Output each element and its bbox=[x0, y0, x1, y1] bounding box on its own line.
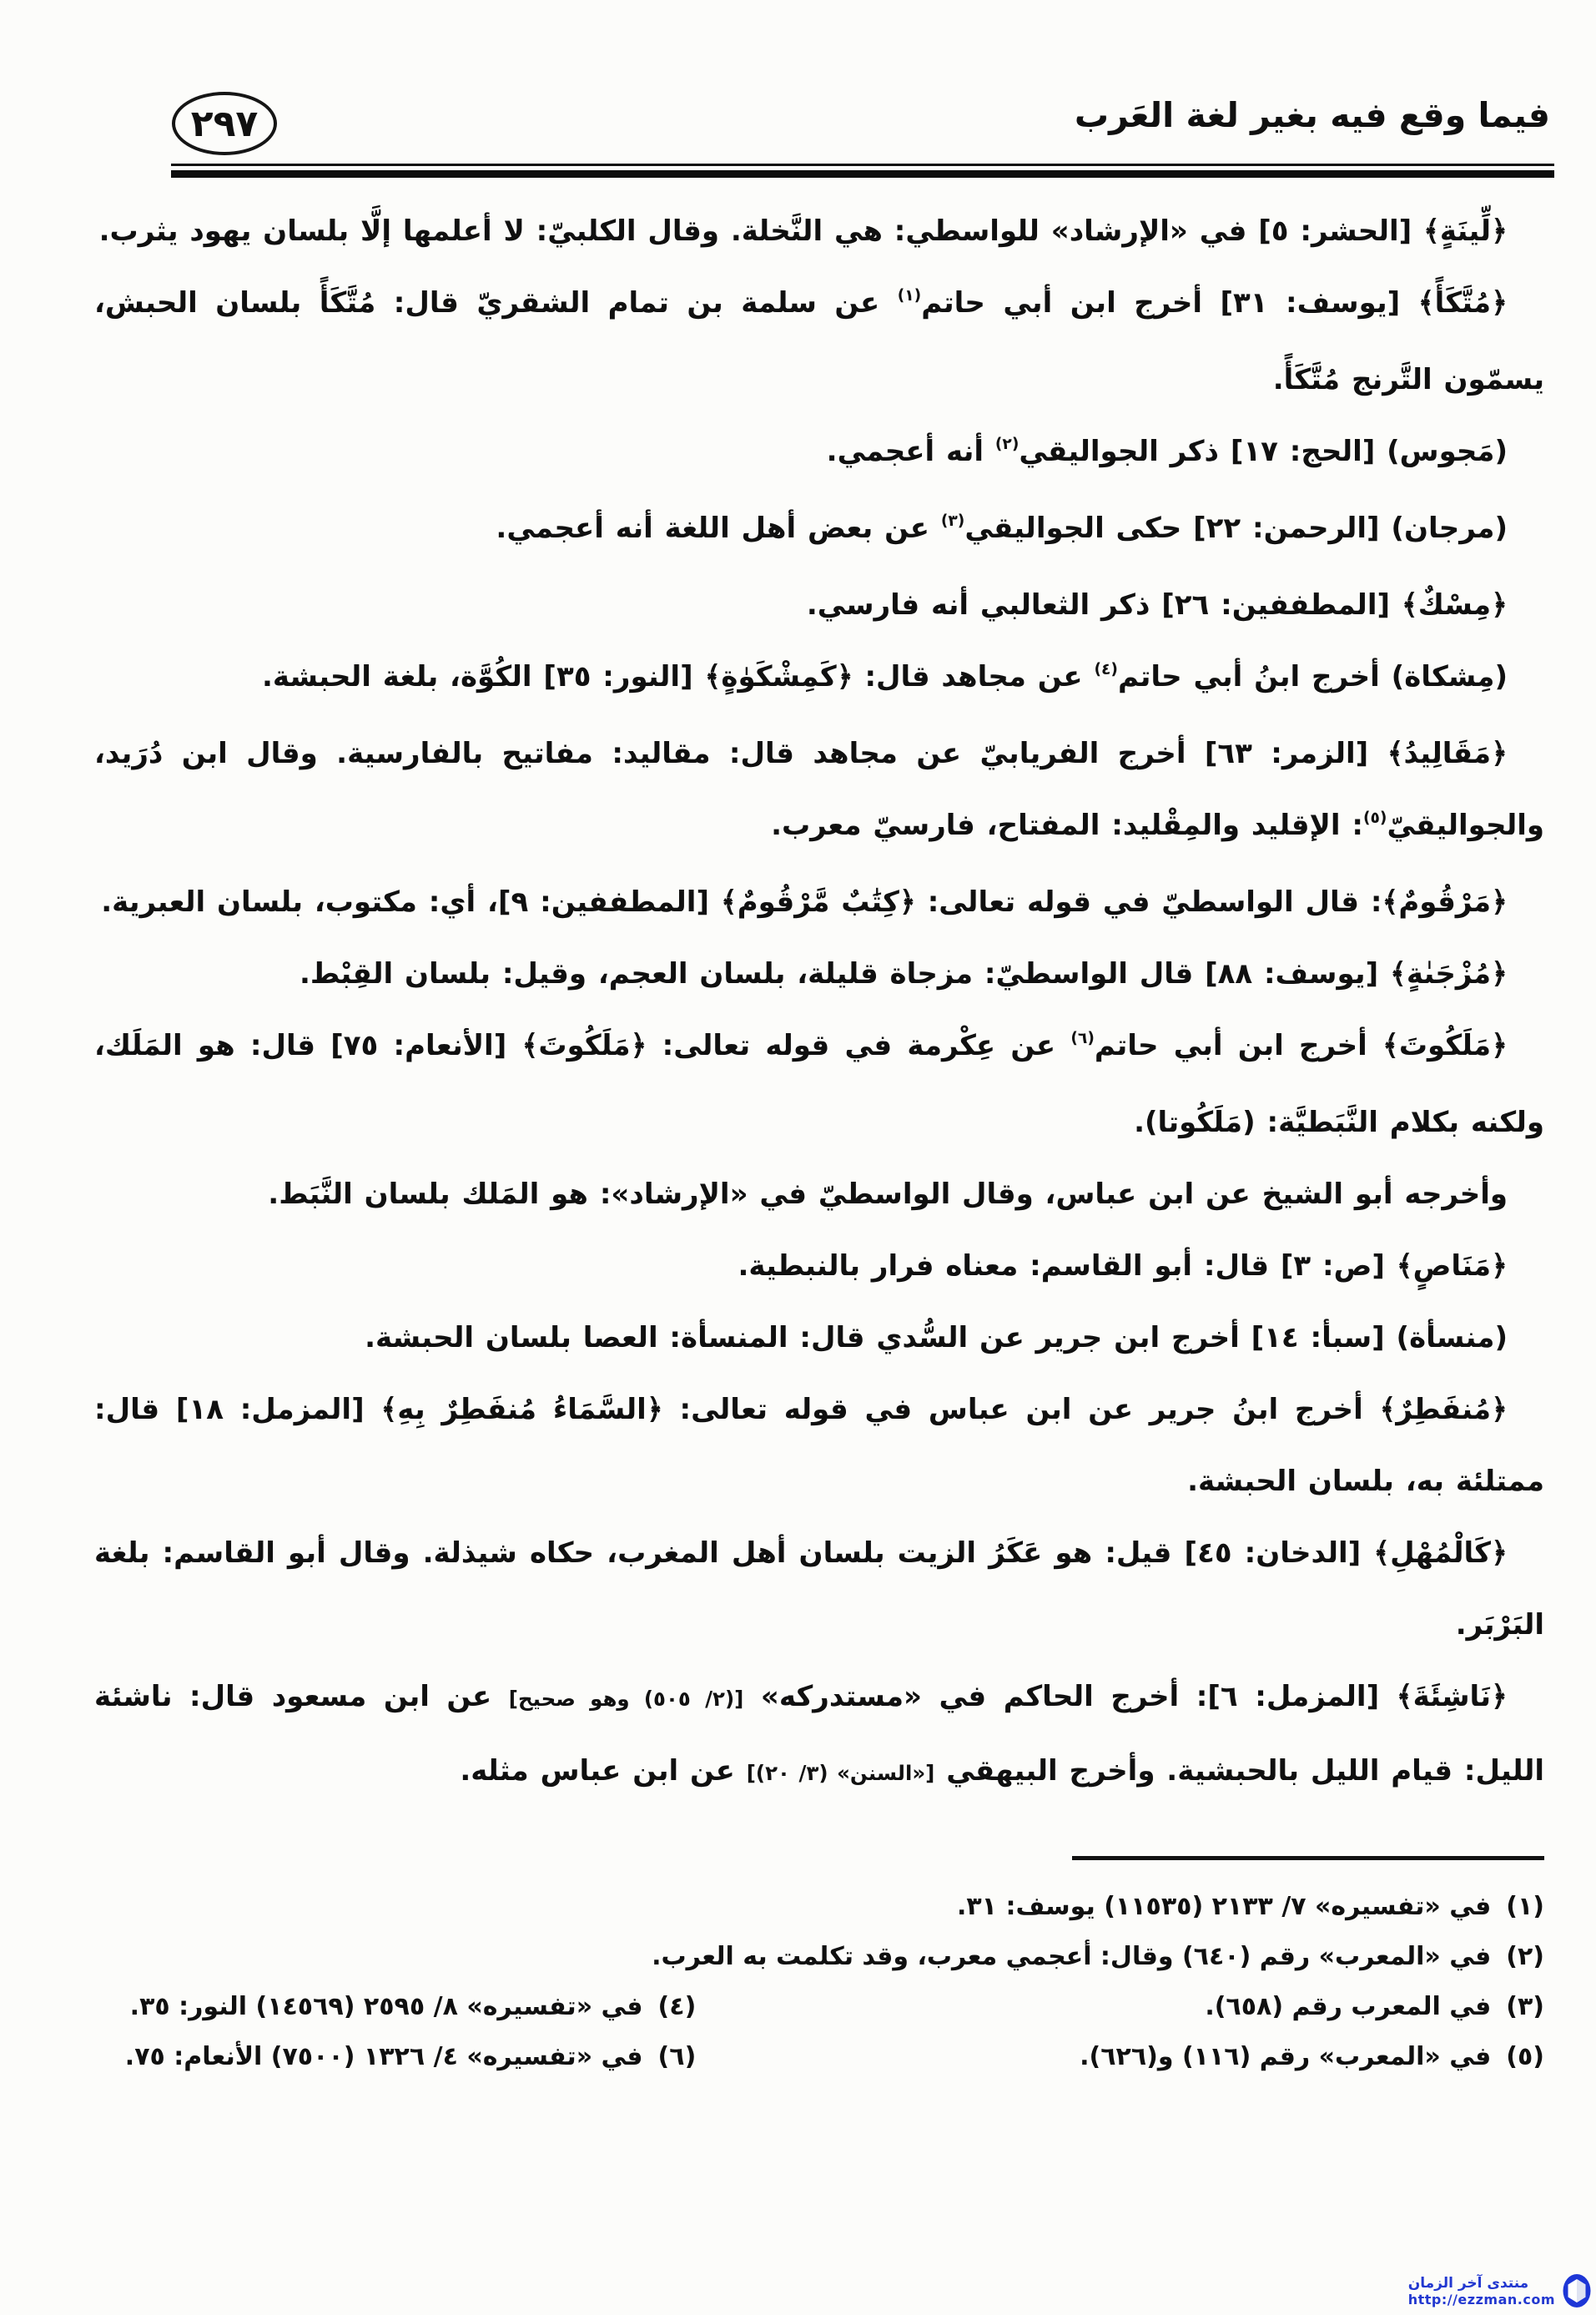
footnote-text: في المعرب رقم (٦٥٨). bbox=[1205, 1992, 1492, 2021]
text-run: أنه أعجمي. bbox=[826, 435, 995, 468]
footnote-text: في «تفسيره» ٤/ ١٣٢٦ (٧٥٠٠) الأنعام: ٧٥. bbox=[124, 2042, 643, 2071]
footnote bbox=[696, 1982, 1544, 2032]
footnote-marker: (٥) bbox=[1506, 2042, 1544, 2071]
page-content bbox=[94, 195, 1544, 2082]
footnote bbox=[94, 2032, 696, 2082]
paragraph bbox=[94, 866, 1544, 938]
paragraph bbox=[94, 267, 1544, 416]
text-run: ﴿مُنفَطِرٌ﴾ أخرج ابنُ جرير عن ابن عباس في قوله تعالى: ﴿السَّمَاءُ مُنفَطِرٌ بِهِ﴾ [المزمل: ١٨] قال: ممتلئة به، بلسان الحبشة. bbox=[94, 1393, 1544, 1498]
paragraph bbox=[94, 416, 1544, 492]
footnote bbox=[94, 1932, 1544, 1982]
footnote-ref: (١) bbox=[897, 286, 922, 305]
footnote-ref: (٣) bbox=[940, 512, 965, 530]
text-run: ﴿مَقَالِيدُ﴾ [الزمر: ٦٣] أخرج الفريابيّ عن مجاهد قال: مقاليد: مفاتيح بالفارسية. وقال ابن دُرَيد، والجواليقيّ bbox=[94, 737, 1544, 842]
body-text bbox=[94, 195, 1544, 1809]
watermark bbox=[1408, 2273, 1592, 2308]
text-run: عن عِكْرمة في قوله تعالى: ﴿مَلَكُوتَ﴾ [الأنعام: ٧٥] قال: هو المَلَك، ولكنه بكلام النَّبَطيَّة: (مَلَكُوتا). bbox=[94, 1029, 1544, 1139]
chapter-title: فيما وقع فيه بغير لغة العَرب bbox=[1074, 95, 1550, 135]
paragraph bbox=[94, 1517, 1544, 1661]
footnote-text: في «المعرب» رقم (١١٦) و(٦٢٦). bbox=[1080, 2042, 1492, 2071]
footnote-ref: (٦) bbox=[1070, 1029, 1095, 1047]
text-run: (مرجان) [الرحمن: ٢٢] حكى الجواليقي bbox=[964, 512, 1508, 545]
text-run: : الإقليد والمِقْليد: المفتاح، فارسيّ معرب. bbox=[771, 809, 1363, 842]
inline-citation: [«السنن» (٣/ ٢٠)] bbox=[746, 1761, 935, 1785]
text-run: ﴿كَالْمُهْلِ﴾ [الدخان: ٤٥] قيل: هو عَكَرُ الزيت بلسان أهل المغرب، حكاه شيذلة. وقال أبو القاسم: بلغة البَرْبَر. bbox=[94, 1536, 1544, 1642]
text-run: وأخرجه أبو الشيخ عن ابن عباس، وقال الواسطيّ في «الإرشاد»: هو المَلك بلسان النَّبَط. bbox=[268, 1178, 1508, 1211]
footnote-marker: (٦) bbox=[657, 2042, 697, 2071]
header-divider bbox=[171, 164, 1554, 178]
paragraph bbox=[94, 195, 1544, 267]
page-number-badge bbox=[172, 92, 277, 155]
footnote bbox=[94, 1882, 1544, 1932]
text-run: ﴿مُزْجَىٰةٍ﴾ [يوسف: ٨٨] قال الواسطيّ: مزجاة قليلة، بلسان العجم، وقيل: بلسان القِبْط. bbox=[300, 957, 1508, 991]
text-run: (منسأة) [سبأ: ١٤] أخرج ابن جرير عن السُّدي قال: المنسأة: العصا بلسان الحبشة. bbox=[365, 1321, 1508, 1354]
footnote-row bbox=[94, 1982, 1544, 2032]
watermark-site-name: منتدى آخر الزمان bbox=[1407, 2274, 1529, 2292]
paragraph bbox=[94, 1158, 1544, 1230]
footnote-ref: (٤) bbox=[1094, 660, 1118, 678]
footnotes-section bbox=[94, 1856, 1544, 2082]
text-run: عن ابن مسعود قال: ناشئة الليل: قيام الليل بالحبشية. وأخرج البيهقي bbox=[94, 1680, 1544, 1788]
paragraph bbox=[94, 641, 1544, 718]
text-run: عن ابن عباس مثله. bbox=[460, 1754, 747, 1788]
text-run: عن سلمة بن تمام الشقريّ قال: مُتَّكَأً بلسان الحبش، يسمّون التَّرنج مُتَّكَأً. bbox=[94, 286, 1544, 396]
paragraph bbox=[94, 1661, 1544, 1809]
text-run: عن بعض أهل اللغة أنه أعجمي. bbox=[496, 512, 941, 545]
text-run: عن مجاهد قال: ﴿كَمِشْكَوٰةٍ﴾ [النور: ٣٥] الكُوَّة، بلغة الحبشة. bbox=[261, 660, 1095, 693]
footnotes-list bbox=[94, 1882, 1544, 2082]
footnote-ref: (٥) bbox=[1362, 809, 1387, 827]
text-run: ﴿مَرْقُومٌ﴾: قال الواسطيّ في قوله تعالى: ﴿كِتَٰبٌ مَّرْقُومٌ﴾ [المطففين: ٩]، أي: مكتوب، بلسان العبرية. bbox=[101, 885, 1508, 919]
footnote-ref: (٢) bbox=[994, 435, 1020, 453]
paragraph bbox=[94, 1302, 1544, 1374]
footnote-row bbox=[94, 1882, 1544, 1932]
paragraph bbox=[94, 718, 1544, 866]
footnote-text: في «المعرب» رقم (٦٤٠) وقال: أعجمي معرب، وقد تكلمت به العرب. bbox=[652, 1942, 1492, 1971]
text-run: ﴿مَلَكُوتَ﴾ أخرج ابن أبي حاتم bbox=[1094, 1029, 1508, 1062]
paragraph bbox=[94, 1010, 1544, 1158]
footnote-row bbox=[94, 2032, 1544, 2082]
forum-logo-icon bbox=[1562, 2273, 1592, 2308]
text-run: (مِشكاة) أخرج ابنُ أبي حاتم bbox=[1117, 660, 1508, 693]
paragraph bbox=[94, 569, 1544, 641]
text-run: ﴿لِّينَةٍ﴾ [الحشر: ٥] في «الإرشاد» للواسطي: هي النَّخلة. وقال الكلبيّ: لا أعلمها إلَّا بلسان يهود يثرب. bbox=[98, 214, 1508, 248]
inline-citation: [(٢/ ٥٠٥) وهو صحيح] bbox=[508, 1687, 744, 1711]
footnote-text: في «تفسيره» ٨/ ٢٥٩٥ (١٤٥٦٩) النور: ٣٥. bbox=[129, 1992, 643, 2021]
text-run: ﴿مُتَّكَأً﴾ [يوسف: ٣١] أخرج ابن أبي حاتم bbox=[921, 286, 1508, 320]
footnote-row bbox=[94, 1932, 1544, 1982]
footnote-marker: (٣) bbox=[1506, 1992, 1544, 2021]
watermark-text bbox=[1408, 2275, 1555, 2307]
text-run: ﴿مَنَاصٍ﴾ [ص: ٣] قال: أبو القاسم: معناه فرار بالنبطية. bbox=[738, 1249, 1508, 1283]
watermark-site-url: http://ezzman.com bbox=[1407, 2291, 1555, 2307]
footnote-separator bbox=[1072, 1856, 1544, 1860]
paragraph bbox=[94, 492, 1544, 569]
paragraph bbox=[94, 1230, 1544, 1302]
text-run: (مَجوس) [الحج: ١٧] ذكر الجواليقي bbox=[1019, 435, 1508, 468]
paragraph bbox=[94, 1374, 1544, 1517]
text-run: ﴿نَاشِئَةَ﴾ [المزمل: ٦]: أخرج الحاكم في «مستدركه» bbox=[743, 1680, 1508, 1713]
text-run: ﴿مِسْكٌ﴾ [المطففين: ٢٦] ذكر الثعالبي أنه فارسي. bbox=[806, 588, 1508, 622]
page-number: ٢٩٧ bbox=[190, 102, 259, 145]
footnote-marker: (٤) bbox=[657, 1992, 697, 2021]
footnote-text: في «تفسيره» ٧/ ٢١٣٣ (١١٥٣٥) يوسف: ٣١. bbox=[956, 1892, 1492, 1921]
paragraph bbox=[94, 938, 1544, 1010]
footnote-marker: (١) bbox=[1506, 1892, 1544, 1921]
footnote-marker: (٢) bbox=[1506, 1942, 1544, 1971]
footnote bbox=[696, 2032, 1544, 2082]
footnote bbox=[94, 1982, 696, 2032]
